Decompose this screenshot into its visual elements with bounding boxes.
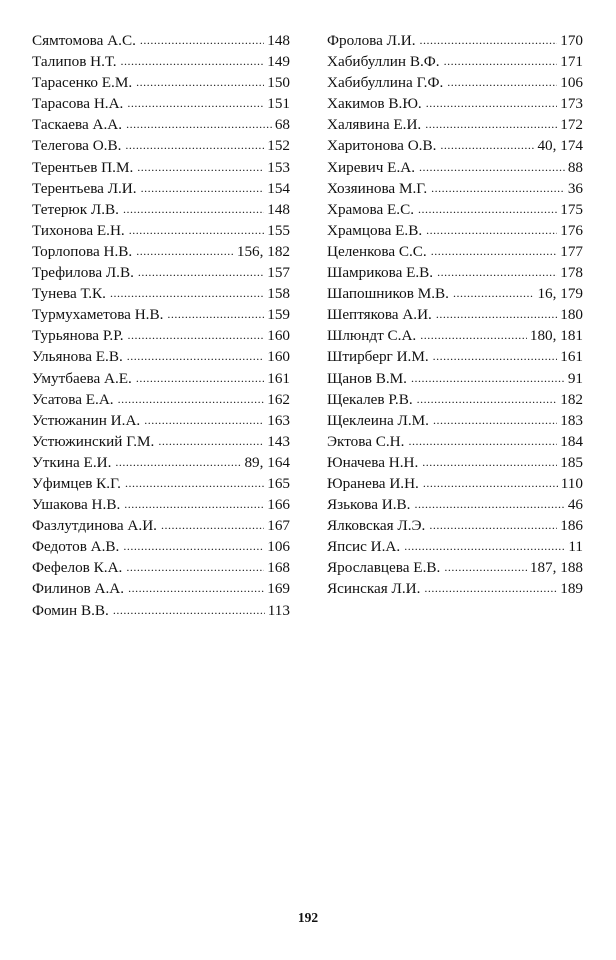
dot-leader bbox=[433, 410, 557, 431]
entry-author-name: Трефилова Л.В. bbox=[32, 264, 134, 282]
index-entry bbox=[32, 578, 290, 599]
entry-page-numbers: 189 bbox=[560, 580, 583, 598]
entry-page-numbers: 113 bbox=[267, 601, 290, 619]
dot-leader bbox=[138, 262, 264, 283]
entry-page-numbers: 176 bbox=[560, 221, 583, 239]
entry-page-numbers: 88 bbox=[567, 158, 583, 176]
entry-page-numbers: 91 bbox=[567, 369, 583, 387]
entry-author-name: Усатова Е.А. bbox=[32, 390, 114, 408]
dot-leader bbox=[418, 199, 557, 220]
dot-leader bbox=[420, 30, 558, 51]
dot-leader bbox=[426, 93, 557, 114]
index-entry bbox=[327, 157, 583, 178]
dot-leader bbox=[113, 600, 265, 621]
entry-page-numbers: 149 bbox=[267, 53, 290, 71]
index-entry bbox=[32, 199, 290, 220]
index-entry bbox=[327, 51, 583, 72]
entry-author-name: Ульянова Е.В. bbox=[32, 348, 123, 366]
index-entry bbox=[32, 114, 290, 135]
dot-leader bbox=[167, 304, 264, 325]
entry-author-name: Умутбаева А.Е. bbox=[32, 369, 132, 387]
index-column-right bbox=[327, 30, 583, 600]
entry-page-numbers: 183 bbox=[560, 411, 583, 429]
entry-page-numbers: 152 bbox=[267, 137, 290, 155]
entry-author-name: Фролова Л.И. bbox=[327, 32, 416, 49]
entry-author-name: Шептякова А.И. bbox=[327, 306, 432, 324]
dot-leader bbox=[431, 241, 557, 262]
entry-page-numbers: 155 bbox=[267, 221, 290, 239]
dot-leader bbox=[414, 494, 564, 515]
entry-page-numbers: 36 bbox=[567, 179, 583, 197]
dot-leader bbox=[420, 325, 527, 346]
index-entry bbox=[327, 30, 583, 51]
index-entry bbox=[32, 346, 290, 367]
index-entry bbox=[32, 368, 290, 389]
entry-page-numbers: 46 bbox=[567, 496, 583, 514]
entry-page-numbers: 172 bbox=[560, 116, 583, 134]
index-entry bbox=[327, 431, 583, 452]
entry-author-name: Уткина Е.И. bbox=[32, 453, 112, 471]
entry-author-name: Храмова Е.С. bbox=[327, 200, 415, 218]
entry-page-numbers: 158 bbox=[267, 285, 290, 303]
index-entry bbox=[32, 600, 290, 621]
entry-page-numbers: 160 bbox=[267, 327, 290, 345]
entry-author-name: Целенкова С.С. bbox=[327, 242, 427, 260]
dot-leader bbox=[437, 262, 557, 283]
entry-page-numbers: 159 bbox=[267, 306, 290, 324]
entry-page-numbers: 163 bbox=[267, 411, 290, 429]
entry-author-name: Фефелов К.А. bbox=[32, 559, 123, 577]
dot-leader bbox=[137, 157, 264, 178]
entry-author-name: Штирберг И.М. bbox=[327, 348, 429, 366]
dot-leader bbox=[121, 51, 265, 72]
entry-author-name: Халявина Е.И. bbox=[327, 116, 422, 134]
entry-author-name: Тарасенко Е.М. bbox=[32, 74, 133, 92]
entry-author-name: Тетерюк Л.В. bbox=[32, 200, 119, 218]
entry-page-numbers: 180, 181 bbox=[529, 327, 583, 345]
index-entry bbox=[32, 262, 290, 283]
index-entry bbox=[327, 283, 583, 304]
dot-leader bbox=[444, 51, 558, 72]
entry-author-name: Ушакова Н.В. bbox=[32, 496, 121, 514]
entry-author-name: Турмухаметова Н.В. bbox=[32, 306, 164, 324]
entry-page-numbers: 185 bbox=[560, 453, 583, 471]
entry-page-numbers: 110 bbox=[560, 474, 583, 492]
dot-leader bbox=[440, 135, 534, 156]
index-entry bbox=[32, 431, 290, 452]
dot-leader bbox=[118, 389, 265, 410]
index-entry bbox=[32, 325, 290, 346]
dot-leader bbox=[115, 452, 241, 473]
index-entry bbox=[327, 368, 583, 389]
entry-author-name: Телегова О.В. bbox=[32, 137, 122, 155]
index-entry bbox=[32, 51, 290, 72]
dot-leader bbox=[127, 346, 264, 367]
index-entry bbox=[327, 241, 583, 262]
entry-page-numbers: 68 bbox=[274, 116, 290, 134]
dot-leader bbox=[126, 114, 272, 135]
entry-author-name: Тунева Т.К. bbox=[32, 285, 106, 303]
entry-page-numbers: 165 bbox=[267, 474, 290, 492]
dot-leader bbox=[141, 178, 265, 199]
entry-author-name: Филинов А.А. bbox=[32, 580, 125, 598]
entry-author-name: Фомин В.В. bbox=[32, 601, 109, 619]
entry-page-numbers: 156, 182 bbox=[236, 242, 290, 260]
dot-leader bbox=[144, 410, 264, 431]
entry-author-name: Уфимцев К.Г. bbox=[32, 474, 121, 492]
entry-author-name: Щанов В.М. bbox=[327, 369, 407, 387]
dot-leader bbox=[136, 72, 264, 93]
entry-author-name: Шлюндт С.А. bbox=[327, 327, 417, 345]
index-entry bbox=[32, 473, 290, 494]
entry-page-numbers: 89, 164 bbox=[244, 453, 290, 471]
index-entry bbox=[32, 220, 290, 241]
dot-leader bbox=[110, 283, 264, 304]
index-entry bbox=[32, 452, 290, 473]
index-entry bbox=[327, 578, 583, 599]
dot-leader bbox=[123, 536, 264, 557]
index-entry bbox=[327, 536, 583, 557]
index-entry bbox=[327, 557, 583, 578]
entry-author-name: Хабибуллина Г.Ф. bbox=[327, 74, 444, 92]
dot-leader bbox=[425, 114, 557, 135]
entry-page-numbers: 161 bbox=[267, 369, 290, 387]
dot-leader bbox=[125, 473, 264, 494]
entry-page-numbers: 153 bbox=[267, 158, 290, 176]
dot-leader bbox=[424, 578, 557, 599]
entry-author-name: Эктова С.Н. bbox=[327, 432, 405, 450]
index-entry bbox=[32, 283, 290, 304]
entry-page-numbers: 184 bbox=[560, 432, 583, 450]
entry-page-numbers: 162 bbox=[267, 390, 290, 408]
entry-author-name: Хабибуллин В.Ф. bbox=[327, 53, 440, 71]
entry-author-name: Юранева И.Н. bbox=[327, 474, 419, 492]
entry-page-numbers: 177 bbox=[560, 242, 583, 260]
entry-author-name: Шамрикова Е.В. bbox=[327, 264, 434, 282]
page-number: 192 bbox=[297, 910, 319, 925]
dot-leader bbox=[453, 283, 535, 304]
dot-leader bbox=[436, 304, 557, 325]
entry-author-name: Тихонова Е.Н. bbox=[32, 221, 125, 239]
dot-leader bbox=[136, 368, 264, 389]
entry-page-numbers: 160 bbox=[267, 348, 290, 366]
entry-page-numbers: 178 bbox=[560, 264, 583, 282]
index-entry bbox=[32, 536, 290, 557]
entry-page-numbers: 169 bbox=[267, 580, 290, 598]
dot-leader bbox=[127, 93, 264, 114]
entry-page-numbers: 16, 179 bbox=[537, 285, 583, 303]
dot-leader bbox=[126, 557, 264, 578]
entry-page-numbers: 40, 174 bbox=[537, 137, 583, 155]
index-entry bbox=[327, 199, 583, 220]
index-entry bbox=[327, 346, 583, 367]
index-entry bbox=[32, 93, 290, 114]
dot-leader bbox=[429, 515, 557, 536]
entry-page-numbers: 150 bbox=[267, 74, 290, 92]
index-column-left bbox=[32, 30, 290, 621]
entry-page-numbers: 182 bbox=[560, 390, 583, 408]
entry-author-name: Япсис И.А. bbox=[327, 538, 401, 556]
entry-page-numbers: 157 bbox=[267, 264, 290, 282]
index-entry bbox=[327, 515, 583, 536]
index-entry bbox=[327, 262, 583, 283]
index-entry bbox=[32, 135, 290, 156]
entry-author-name: Таскаева А.А. bbox=[32, 116, 123, 134]
index-entry bbox=[327, 304, 583, 325]
entry-page-numbers: 167 bbox=[267, 517, 290, 535]
dot-leader bbox=[447, 72, 557, 93]
entry-author-name: Щекалев Р.В. bbox=[327, 390, 413, 408]
dot-leader bbox=[123, 199, 264, 220]
index-entry bbox=[32, 178, 290, 199]
entry-page-numbers: 106 bbox=[267, 538, 290, 556]
entry-page-numbers: 180 bbox=[560, 306, 583, 324]
entry-page-numbers: 143 bbox=[267, 432, 290, 450]
entry-author-name: Сямтомова А.С. bbox=[32, 32, 136, 49]
index-entry bbox=[327, 410, 583, 431]
entry-author-name: Хозяинова М.Г. bbox=[327, 179, 428, 197]
entry-author-name: Федотов А.В. bbox=[32, 538, 120, 556]
dot-leader bbox=[129, 220, 265, 241]
entry-page-numbers: 151 bbox=[267, 95, 290, 113]
index-entry bbox=[327, 114, 583, 135]
entry-page-numbers: 187, 188 bbox=[529, 559, 583, 577]
index-entry bbox=[327, 452, 583, 473]
entry-page-numbers: 170 bbox=[560, 32, 583, 49]
entry-author-name: Шапошников М.В. bbox=[327, 285, 449, 303]
dot-leader bbox=[444, 557, 527, 578]
entry-author-name: Ясинская Л.И. bbox=[327, 580, 421, 598]
entry-author-name: Хакимов В.Ю. bbox=[327, 95, 422, 113]
dot-leader bbox=[158, 431, 264, 452]
index-entry bbox=[32, 515, 290, 536]
index-entry bbox=[327, 325, 583, 346]
entry-author-name: Терентьева Л.И. bbox=[32, 179, 137, 197]
entry-author-name: Ярославцева Е.В. bbox=[327, 559, 441, 577]
entry-author-name: Талипов Н.Т. bbox=[32, 53, 117, 71]
entry-page-numbers: 166 bbox=[267, 496, 290, 514]
entry-page-numbers: 161 bbox=[560, 348, 583, 366]
entry-page-numbers: 148 bbox=[267, 32, 290, 49]
entry-author-name: Храмцова Е.В. bbox=[327, 221, 423, 239]
index-entry bbox=[32, 410, 290, 431]
index-entry bbox=[32, 241, 290, 262]
dot-leader bbox=[404, 536, 565, 557]
entry-author-name: Тарасова Н.А. bbox=[32, 95, 124, 113]
entry-author-name: Харитонова О.В. bbox=[327, 137, 437, 155]
dot-leader bbox=[140, 30, 264, 51]
entry-author-name: Терентьев П.М. bbox=[32, 158, 134, 176]
index-entry bbox=[327, 473, 583, 494]
entry-author-name: Язькова И.В. bbox=[327, 496, 411, 514]
entry-page-numbers: 148 bbox=[267, 200, 290, 218]
index-entry bbox=[327, 220, 583, 241]
index-entry bbox=[32, 304, 290, 325]
entry-page-numbers: 168 bbox=[267, 559, 290, 577]
entry-author-name: Устюжанин И.А. bbox=[32, 411, 141, 429]
dot-leader bbox=[417, 389, 558, 410]
dot-leader bbox=[423, 473, 558, 494]
entry-author-name: Фазлутдинова А.И. bbox=[32, 517, 157, 535]
entry-author-name: Устюжинский Г.М. bbox=[32, 432, 155, 450]
index-entry bbox=[327, 72, 583, 93]
index-entry bbox=[32, 157, 290, 178]
dot-leader bbox=[433, 346, 558, 367]
entry-page-numbers: 175 bbox=[560, 200, 583, 218]
index-entry bbox=[327, 389, 583, 410]
index-entry bbox=[327, 93, 583, 114]
entry-page-numbers: 171 bbox=[560, 53, 583, 71]
entry-page-numbers: 106 bbox=[560, 74, 583, 92]
entry-page-numbers: 154 bbox=[267, 179, 290, 197]
entry-author-name: Щеклеина Л.М. bbox=[327, 411, 429, 429]
dot-leader bbox=[408, 431, 557, 452]
index-entry bbox=[32, 72, 290, 93]
index-entry bbox=[327, 178, 583, 199]
index-entry bbox=[327, 135, 583, 156]
index-entry bbox=[32, 389, 290, 410]
dot-leader bbox=[422, 452, 557, 473]
dot-leader bbox=[161, 515, 264, 536]
dot-leader bbox=[431, 178, 565, 199]
dot-leader bbox=[411, 368, 565, 389]
entry-page-numbers: 11 bbox=[568, 538, 583, 556]
entry-page-numbers: 186 bbox=[560, 517, 583, 535]
entry-author-name: Торлопова Н.В. bbox=[32, 242, 133, 260]
index-entry bbox=[32, 494, 290, 515]
entry-author-name: Ялковская Л.Э. bbox=[327, 517, 426, 535]
entry-author-name: Хиревич Е.А. bbox=[327, 158, 416, 176]
entry-page-numbers: 173 bbox=[560, 95, 583, 113]
entry-author-name: Юначева Н.Н. bbox=[327, 453, 419, 471]
dot-leader bbox=[128, 325, 265, 346]
index-entry bbox=[327, 494, 583, 515]
index-entry bbox=[32, 30, 290, 51]
dot-leader bbox=[426, 220, 557, 241]
dot-leader bbox=[128, 578, 264, 599]
dot-leader bbox=[124, 494, 264, 515]
dot-leader bbox=[419, 157, 565, 178]
dot-leader bbox=[136, 241, 234, 262]
index-entry bbox=[32, 557, 290, 578]
dot-leader bbox=[125, 135, 264, 156]
entry-author-name: Турьянова Р.Р. bbox=[32, 327, 124, 345]
